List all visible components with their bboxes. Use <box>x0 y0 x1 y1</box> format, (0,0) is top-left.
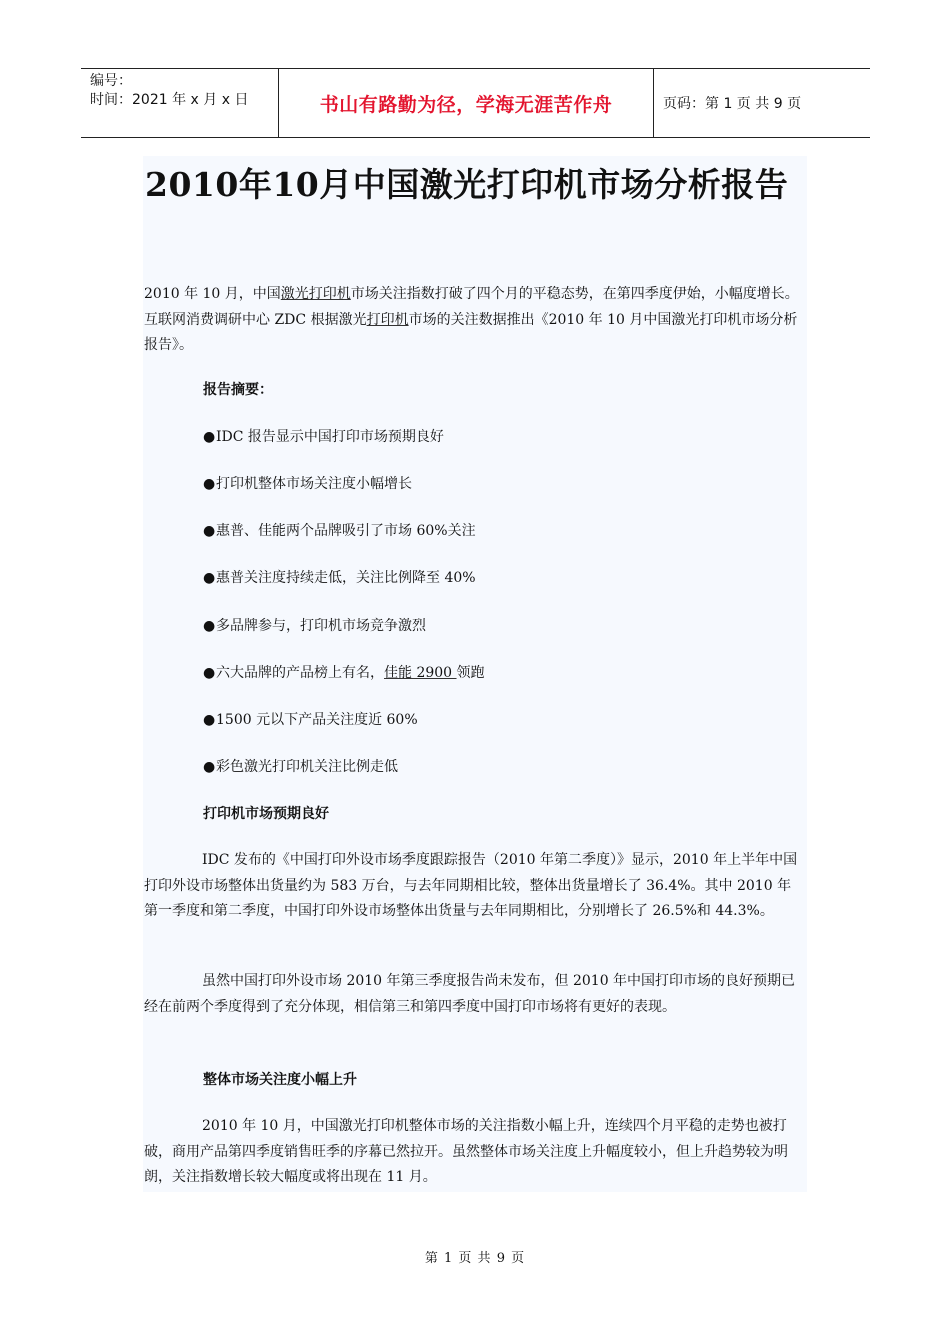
intro-text-2: 市场关注指数打破了四个月的平稳态势，在第四季度伊始，小幅度增长。互联网消费调研中心 ZDC 根据激光 <box>144 286 799 328</box>
page-info-text: 页码：第 1 页 共 9 页 <box>663 96 802 112</box>
bullet-icon: ● <box>203 618 216 634</box>
document-date: 时间：2021 年 x 月 x 日 <box>90 92 249 108</box>
printer-link[interactable]: 打印机 <box>366 311 409 328</box>
section-heading: 打印机市场预期良好 <box>203 806 329 822</box>
summary-item: ●IDC 报告显示中国打印市场预期良好 <box>203 425 803 451</box>
summary-item: ●多品牌参与，打印机市场竞争激烈 <box>203 614 803 640</box>
summary-item: ●惠普关注度持续走低，关注比例降至 40% <box>203 566 803 592</box>
bullet-icon: ● <box>203 712 216 728</box>
section-paragraph: 虽然中国打印外设市场 2010 年第三季度报告尚未发布，但 2010 年中国打印市场的良好预期已经在前两个季度得到了充分体现，相信第三和第四季度中国打印市场将有更好的表现。 <box>144 973 796 1015</box>
article-body <box>143 156 807 1192</box>
bullet-icon: ● <box>203 523 216 539</box>
bullet-icon: ● <box>203 570 216 586</box>
canon-2900-link[interactable]: 佳能 2900 <box>384 665 457 681</box>
summary-item: ●六大品牌的产品榜上有名，佳能 2900 领跑 <box>203 661 803 687</box>
header-meta <box>81 69 279 137</box>
intro-paragraph <box>144 282 806 359</box>
intro-text-1: 2010 年 10 月，中国 <box>144 286 281 302</box>
bullet-icon: ● <box>203 476 216 492</box>
section-paragraph: 2010 年 10 月，中国激光打印机整体市场的关注指数小幅上升，连续四个月平稳的走势也被打破，商用产品第四季度销售旺季的序幕已然拉开。虽然整体市场关注度上升幅度较小，但上升趋势较为明朗，关注指数增长较大幅度或将出现在 11 月。 <box>144 1118 788 1185</box>
page-footer: 第 1 页 共 9 页 <box>424 1251 526 1266</box>
intro-text-3: 市场的关注数据推出《2010 年 10 月中国激光打印机市场分析报告》。 <box>144 311 798 353</box>
section-heading: 整体市场关注度小幅上升 <box>203 1072 357 1088</box>
section-paragraph: IDC 发布的《中国打印外设市场季度跟踪报告（2010 年第二季度）》显示，2010 年上半年中国打印外设市场整体出货量约为 583 万台，与去年同期相比较，整体出货量增长了 36.4%。其中 2010 年第一季度和第二季度，中国打印外设市场整体出货量与去年同期相比，分别增长了 26.5%和 44.3%。 <box>144 852 798 919</box>
motto-text: 书山有路勤为径，学海无涯苦作舟 <box>319 93 613 116</box>
summary-heading: 报告摘要： <box>203 382 273 398</box>
bullet-icon: ● <box>203 759 216 775</box>
bullet-icon: ● <box>203 665 216 681</box>
summary-item: ●打印机整体市场关注度小幅增长 <box>203 472 803 498</box>
header-page-info <box>654 69 870 137</box>
bullet-icon: ● <box>203 429 216 445</box>
page-header <box>81 68 870 138</box>
summary-item: ●1500 元以下产品关注度近 60% <box>203 708 803 734</box>
laser-printer-link[interactable]: 激光打印机 <box>280 286 351 302</box>
document-number-label: 编号： <box>90 73 132 89</box>
summary-item: ●惠普、佳能两个品牌吸引了市场 60%关注 <box>203 519 803 545</box>
document-title: 2010年10月中国激光打印机市场分析报告 <box>145 165 789 204</box>
summary-item: ●彩色激光打印机关注比例走低 <box>203 755 803 781</box>
header-motto-cell <box>279 69 654 137</box>
